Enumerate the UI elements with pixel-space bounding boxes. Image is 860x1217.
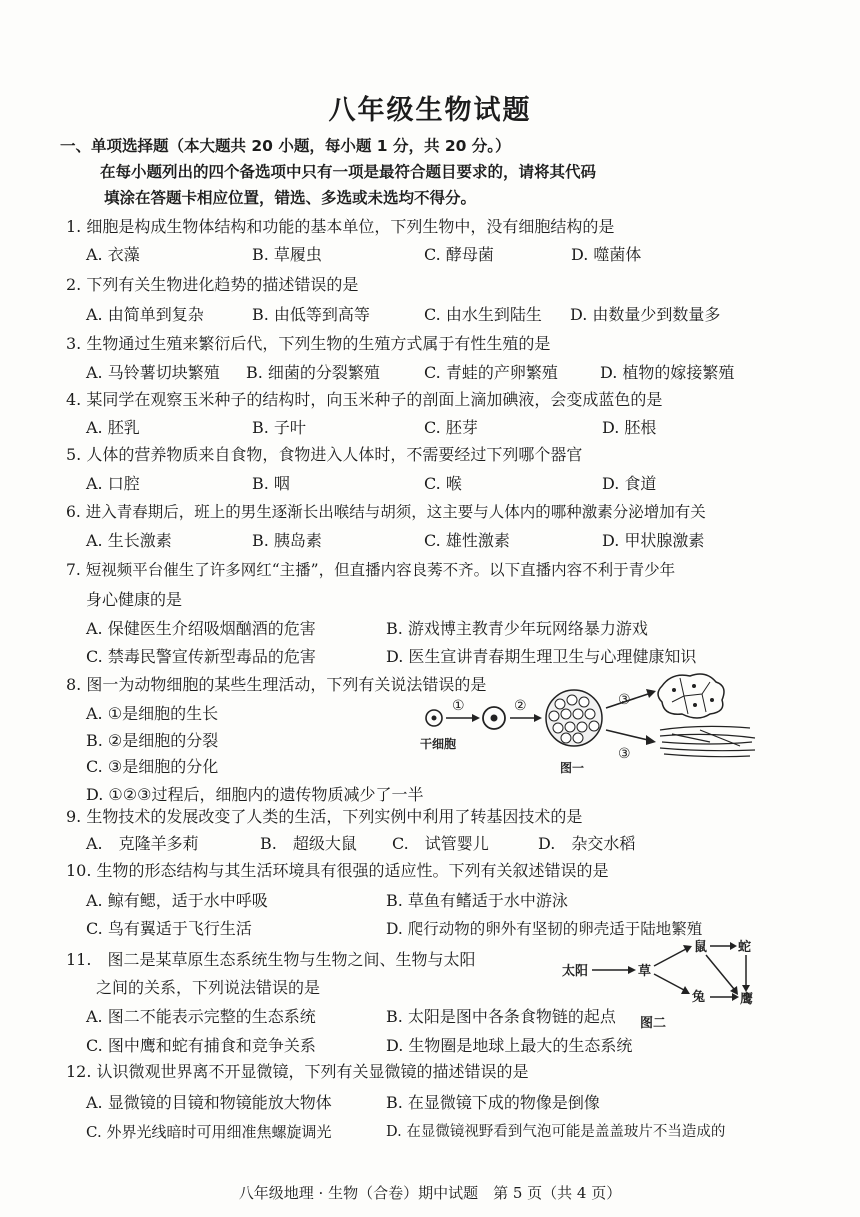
option-a: A. 克隆羊多莉 [86, 834, 199, 853]
option-c: C. 禁毒民警宣传新型毒品的危害 [86, 647, 316, 666]
arrow-differentiation-lower [606, 730, 648, 740]
option-a: A. 鲸有鳃，适于水中呼吸 [86, 891, 268, 910]
arrow-mouse-eagle [706, 955, 734, 989]
option-c: C. 外界光线暗时可用细准焦螺旋调光 [86, 1123, 332, 1141]
option-b: B. 胰岛素 [252, 531, 322, 550]
option-a: A. 保健医生介绍吸烟酗酒的危害 [86, 619, 316, 638]
option-d: D. 噬菌体 [571, 245, 642, 264]
option-d: D. 杂交水稻 [538, 834, 636, 853]
node-grass: 草 [638, 964, 652, 979]
option-b: B. 由低等到高等 [252, 305, 370, 324]
question-stem: 4. 某同学在观察玉米种子的结构时，向玉米种子的剖面上滴加碘液，会变成蓝色的是 [66, 390, 663, 409]
option-b: B. 草鱼有鳍适于水中游泳 [386, 891, 568, 910]
arrow-head [681, 986, 690, 994]
arrow-head [646, 689, 656, 698]
question-stem: 5. 人体的营养物质来自食物，食物进入人体时，不需要经过下列哪个器官 [66, 445, 583, 464]
option-b: B. ②是细胞的分裂 [86, 731, 219, 750]
option-d: D. 胚根 [602, 418, 657, 437]
node-eagle: 鹰 [740, 992, 754, 1007]
option-b: B. 游戏博主教青少年玩网络暴力游戏 [386, 619, 648, 638]
node-mouse: 鼠 [694, 940, 708, 955]
node-snake: 蛇 [738, 940, 752, 955]
option-a: A. 生长激素 [86, 531, 172, 550]
option-c: C. 喉 [424, 474, 462, 493]
question-stem: 12. 认识微观世界离不开显微镜，下列有关显微镜的描述错误的是 [66, 1062, 529, 1081]
step-3-label: ③ [618, 746, 631, 762]
option-b: B. 细菌的分裂繁殖 [246, 363, 380, 382]
arrow-grass-rabbit [654, 974, 684, 990]
option-a: A. ①是细胞的生长 [86, 704, 219, 723]
option-c: C. ③是细胞的分化 [86, 757, 219, 776]
node-sun: 太阳 [562, 964, 589, 979]
option-d: D. 食道 [602, 474, 657, 493]
arrow-grass-mouse [654, 949, 686, 966]
arrow-head [683, 945, 692, 953]
question-stem: 8. 图一为动物细胞的某些生理活动，下列有关说法错误的是 [66, 675, 487, 694]
option-d: D. 植物的嫁接繁殖 [600, 363, 735, 382]
option-d: D. 甲状腺激素 [602, 531, 705, 550]
option-a: A. 口腔 [86, 474, 140, 493]
option-b: B. 子叶 [252, 418, 306, 437]
option-b: B. 草履虫 [252, 245, 322, 264]
arrow-head [730, 986, 738, 995]
question-stem: 11. 图二是某草原生态系统生物与生物之间、生物与太阳 [66, 950, 476, 969]
figure-2-label: 图二 [640, 1016, 667, 1031]
divided-cell-cluster [546, 690, 602, 746]
figure-1-cell-diagram [410, 672, 780, 802]
arrow-head [472, 714, 480, 722]
option-a: A. 由简单到复杂 [86, 305, 204, 324]
question-stem-continued: 之间的关系，下列说法错误的是 [96, 978, 321, 997]
page-footer: 八年级地理 · 生物（合卷）期中试题 第 5 页（共 4 页） [238, 1184, 622, 1202]
option-c: C. 雄性激素 [424, 531, 510, 550]
option-d: D. 爬行动物的卵外有坚韧的卵壳适于陆地繁殖 [386, 920, 703, 938]
question-stem: 9. 生物技术的发展改变了人类的生活，下列实例中利用了转基因技术的是 [66, 807, 583, 826]
question-stem: 6. 进入青春期后，班上的男生逐渐长出喉结与胡须，这主要与人体内的哪种激素分泌增加有关 [66, 503, 706, 521]
question-stem-continued: 身心健康的是 [86, 590, 183, 609]
arrow-head [646, 735, 656, 745]
figure-2-food-web [560, 935, 770, 1035]
grown-cell-nucleus [491, 715, 498, 722]
question-stem: 3. 生物通过生殖来繁衍后代，下列生物的生殖方式属于有性生殖的是 [66, 334, 551, 353]
option-c: C. 试管婴儿 [392, 834, 489, 853]
option-d: D. 在显微镜视野看到气泡可能是盖盖玻片不当造成的 [386, 1124, 726, 1140]
option-d: D. 生物圈是地球上最大的生态系统 [386, 1036, 633, 1055]
option-c: C. 鸟有翼适于飞行生活 [86, 919, 252, 938]
stem-cell-label: 干细胞 [420, 737, 457, 751]
step-1-label: ① [452, 698, 465, 714]
arrow-head [732, 993, 739, 1001]
arrow-head [628, 966, 636, 974]
step-2-label: ② [514, 698, 527, 714]
option-c: C. 由水生到陆生 [424, 305, 542, 324]
option-b: B. 在显微镜下成的物像是倒像 [386, 1093, 600, 1112]
section-instruction: 在每小题列出的四个备选项中只有一项是最符合题目要求的，请将其代码 [100, 163, 597, 181]
option-d: D. 由数量少到数量多 [570, 305, 721, 324]
question-stem: 7. 短视频平台催生了许多网红“主播”，但直播内容良莠不齐。以下直播内容不利于青少年 [66, 561, 676, 579]
question-stem: 2. 下列有关生物进化趋势的描述错误的是 [66, 275, 359, 294]
option-b: B. 超级大鼠 [260, 834, 357, 853]
arrow-head [534, 714, 542, 722]
stem-cell-nucleus [432, 716, 437, 721]
step-3-label: ③ [618, 692, 631, 708]
option-d: D. 医生宣讲青春期生理卫生与心理健康知识 [386, 647, 697, 666]
question-stem: 1. 细胞是构成生物体结构和功能的基本单位，下列生物中，没有细胞结构的是 [66, 217, 615, 236]
differentiated-tissue-upper [658, 674, 724, 718]
option-d: D. ①②③过程后，细胞内的遗传物质减少了一半 [86, 785, 424, 804]
option-c: C. 胚芽 [424, 418, 478, 437]
page-title: 八年级生物试题 [328, 95, 532, 126]
option-a: A. 图二不能表示完整的生态系统 [86, 1007, 316, 1026]
question-stem: 10. 生物的形态结构与其生活环境具有很强的适应性。下列有关叙述错误的是 [66, 861, 609, 880]
option-b: B. 太阳是图中各条食物链的起点 [386, 1007, 616, 1026]
arrow-head [742, 985, 750, 992]
figure-1-label: 图一 [560, 761, 585, 775]
node-rabbit: 兔 [692, 990, 706, 1005]
arrow-head [730, 942, 737, 950]
option-c: C. 酵母菌 [424, 245, 494, 264]
option-b: B. 咽 [252, 474, 290, 493]
option-c: C. 图中鹰和蛇有捕食和竞争关系 [86, 1036, 316, 1055]
section-heading: 一、单项选择题（本大题共 20 小题，每小题 1 分，共 20 分。） [60, 137, 511, 155]
option-a: A. 胚乳 [86, 418, 140, 437]
option-a: A. 衣藻 [86, 245, 140, 264]
option-c: C. 青蛙的产卵繁殖 [424, 363, 558, 382]
option-a: A. 显微镜的目镜和物镜能放大物体 [86, 1093, 332, 1112]
option-a: A. 马铃薯切块繁殖 [86, 363, 220, 382]
section-instruction: 填涂在答题卡相应位置，错选、多选或未选均不得分。 [104, 189, 477, 207]
differentiated-tissue-lower [660, 726, 755, 756]
